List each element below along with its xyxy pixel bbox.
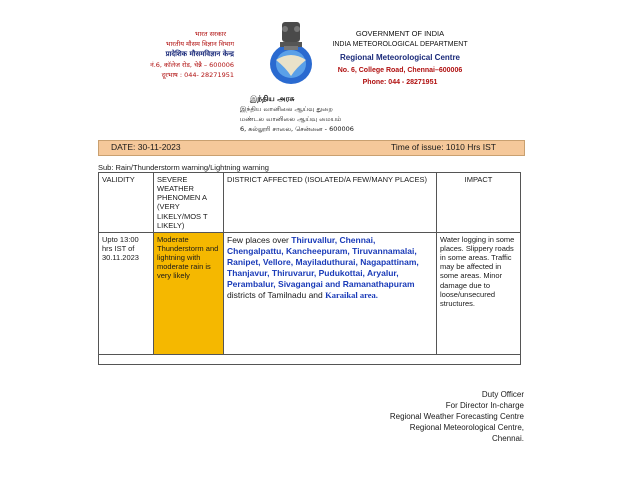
national-emblem-icon bbox=[266, 20, 316, 88]
time-of-issue: Time of issue: 1010 Hrs IST bbox=[390, 142, 496, 152]
district-prefix: Few places over bbox=[227, 234, 289, 245]
header-phenomenon: SEVERE WEATHER PHENOMEN A (VERY LIKELY/MOS T LIKELY) bbox=[154, 173, 224, 233]
english-line-4: No. 6, College Road, Chennai–600006 bbox=[337, 67, 463, 74]
phenomenon-cell: Moderate Thunderstorm and lightning with moderate rain is very likely bbox=[154, 232, 224, 354]
english-line-5: Phone: 044 - 28271951 bbox=[362, 79, 438, 86]
tamil-line-4: 6, கல்லூரி சாலை, சென்னை - 600006 bbox=[240, 125, 354, 133]
signature-line-2: For Director In-charge bbox=[445, 401, 524, 410]
warning-table bbox=[98, 172, 521, 365]
header-district: DISTRICT AFFECTED (ISOLATED/A FEW/MANY PLACES) bbox=[224, 173, 437, 233]
tamil-line-1: இந்திய அரசு bbox=[250, 94, 295, 103]
hindi-header bbox=[74, 30, 234, 80]
english-header bbox=[320, 28, 480, 88]
table-row bbox=[99, 232, 521, 354]
hindi-line-1: भारत सरकार bbox=[194, 30, 226, 38]
signature-line-1: Duty Officer bbox=[481, 390, 524, 399]
district-karaikal: Karaikal area. bbox=[325, 290, 378, 301]
validity-cell: Upto 13:00 hrs IST of 30.11.2023 bbox=[99, 232, 154, 354]
empty-row bbox=[99, 354, 521, 364]
date-bar bbox=[98, 140, 525, 156]
issue-date: DATE: 30-11-2023 bbox=[111, 142, 181, 152]
signature-line-4: Regional Meteorological Centre, bbox=[409, 423, 524, 432]
empty-cell bbox=[99, 354, 521, 364]
district-names: Thiruvallur, Chennai, Chengalpattu, Kancheepuram, Tiruvannamalai, Ranipet, Vellore, Mayiladuthurai, Nagapattinam, Thanjavur, Thiruvarur, Pudukottai, Aryalur, Perambalur, Sivagangai and Ramanathapuram bbox=[227, 234, 419, 290]
tamil-header bbox=[240, 94, 400, 134]
english-line-1: GOVERNMENT OF INDIA bbox=[355, 29, 445, 38]
table-header-row bbox=[99, 173, 521, 233]
hindi-line-5: दूरभाष : 044- 28271951 bbox=[161, 71, 234, 79]
english-line-2: INDIA METEOROLOGICAL DEPARTMENT bbox=[332, 41, 468, 48]
district-mid: districts of Tamilnadu and bbox=[227, 290, 323, 301]
signature-line-3: Regional Weather Forecasting Centre bbox=[389, 412, 524, 421]
english-line-3: Regional Meteorological Centre bbox=[339, 53, 461, 62]
hindi-line-3: प्रादेशिक मौसमविज्ञान केन्द्र bbox=[165, 50, 234, 58]
tamil-line-2: இந்திய வானிலை ஆய்வு துறை bbox=[240, 105, 333, 113]
header-impact: IMPACT bbox=[437, 173, 521, 233]
hindi-line-4: नं.6, कॉलेज रोड, चेन्नै – 600006 bbox=[150, 61, 234, 69]
tamil-line-3: மண்டல வானிலை ஆய்வு மையம் bbox=[240, 115, 342, 123]
impact-cell: Water logging in some places. Slippery roads in some areas. Traffic may be affected in some areas. Minor damage due to loose/unsecured structures. bbox=[437, 232, 521, 354]
hindi-line-2: भारतीय मौसम विज्ञान विभाग bbox=[165, 40, 234, 48]
header-validity: VALIDITY bbox=[99, 173, 154, 233]
subject-line: Sub: Rain/Thunderstorm warning/Lightning warning bbox=[98, 163, 269, 172]
district-cell bbox=[224, 232, 437, 354]
signature-line-5: Chennai. bbox=[491, 434, 524, 443]
